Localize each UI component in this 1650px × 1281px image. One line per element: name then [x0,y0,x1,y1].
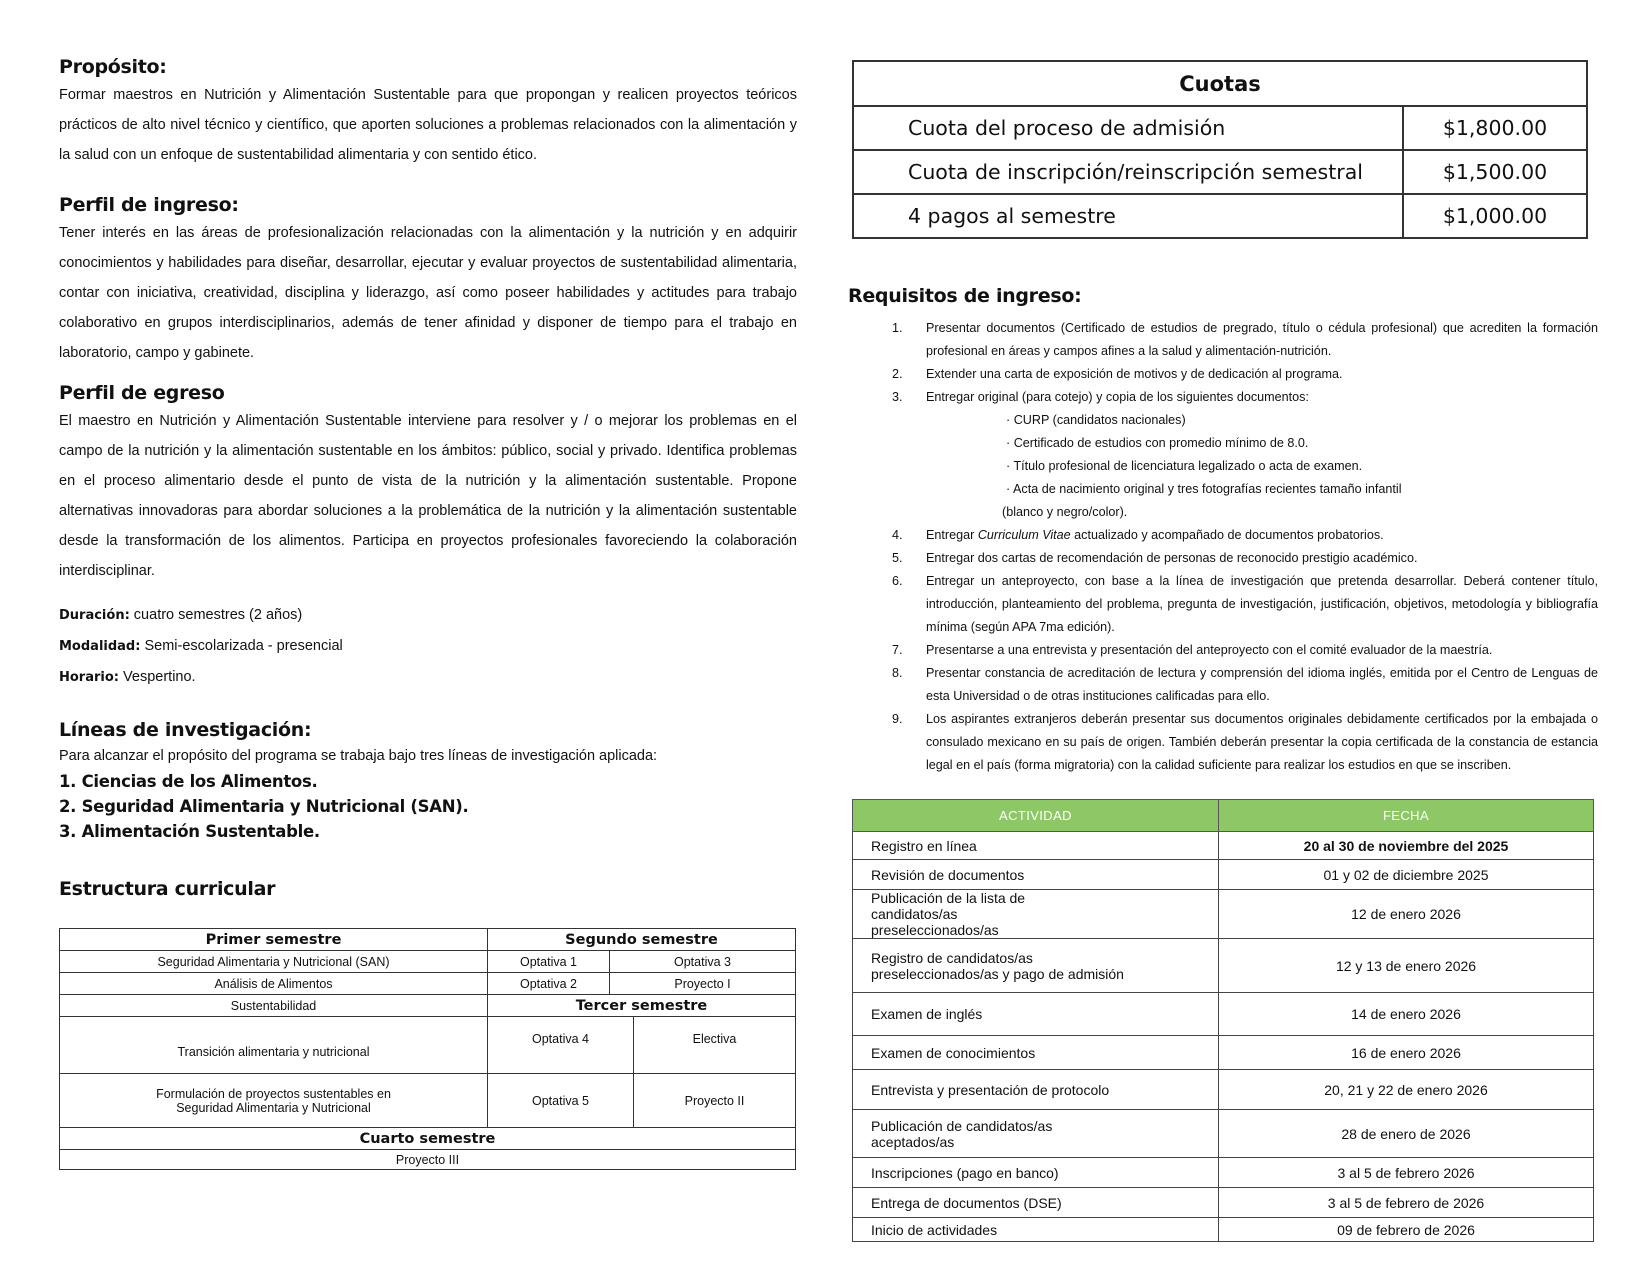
lineas-intro: Para alcanzar el propósito del programa se trabaja bajo tres líneas de investigación aplicada: [59,748,658,764]
calendar-row: Revisión de documentos 01 y 02 de diciembre 2025 [853,860,1594,890]
cuota-row [853,194,1587,238]
course-cell: Electiva [634,1017,796,1074]
perfil-egreso-text: El maestro en Nutrición y Alimentación Sustentable interviene para resolver y / o mejorar los problemas en el campo de la nutrición y la alimentación sustentable en los ámbitos: público, social y privado. Identifica problemas en el proceso alimentario desde el punto de vista de la nutrición y la alimentación sustentable. Propone alternativas innovadoras para abordar soluciones a la problemática de la nutrición y la alimentación sustentable desde la transformación de los alimentos. Participa en proyectos profesionales favoreciendo la colaboración interdisciplinar. [59,413,797,579]
requisito-subitem: (blanco y negro/color). [1002,505,1128,519]
course-cell: Optativa 1 [488,951,610,973]
calendar-row: Publicación de candidatos/as aceptados/as 28 de enero de 2026 [853,1110,1594,1158]
primer-semestre-header: Primer semestre [60,929,488,951]
cuota-amount: $1,800.00 [1403,106,1587,150]
requisito-item: 2. Extender una carta de exposición de motivos y de dedicación al programa. [892,367,1343,381]
requisitos-list [852,317,1598,777]
course-cell: Proyecto III [60,1150,796,1170]
requisito-item: 6. Entregar un anteproyecto, con base a la línea de investigación que pretenda desarrollar. Deberá contener título, introducción, planteamiento del problema, pregunta de investigación, justificación, objetivos, metodología y bibliografía mínima (según APA 7ma edición). [892,574,1598,634]
linea-item: 2. Seguridad Alimentaria y Nutricional (SAN). [59,797,469,816]
cuarto-semestre-header: Cuarto semestre [60,1128,796,1150]
horario-label: Horario: [59,670,119,685]
modalidad-value: Semi-escolarizada - presencial [140,638,343,654]
course-cell: Transición alimentaria y nutricional [60,1017,488,1074]
course-cell: Optativa 4 [488,1017,634,1074]
requisito-item: 3. Entregar original (para cotejo) y copia de los siguientes documentos: [892,390,1309,404]
tercer-semestre-header: Tercer semestre [488,995,796,1017]
program-details [59,600,797,693]
calendar-table [852,799,1594,1242]
calendar-row: Inicio de actividades 09 de febrero de 2026 [853,1218,1594,1242]
calendar-row: Publicación de la lista de candidatos/as preseleccionados/as 12 de enero 2026 [853,890,1594,939]
cuotas-title: Cuotas [853,61,1587,106]
requisito-item: 1. Presentar documentos (Certificado de estudios de pregrado, título o cédula profesional) que acrediten la formación profesional en áreas y campos afines a la salud y alimentación-nutrición. [892,321,1598,358]
calendar-row: Entrevista y presentación de protocolo 20, 21 y 22 de enero 2026 [853,1070,1594,1110]
cuota-amount: $1,000.00 [1403,194,1587,238]
duracion-label: Duración: [59,608,130,623]
course-cell: Análisis de Alimentos [60,973,488,995]
segundo-semestre-header: Segundo semestre [488,929,796,951]
col-header-fecha: FECHA [1219,800,1594,832]
requisito-subitem: · Título profesional de licenciatura legalizado o acta de examen. [1006,459,1363,473]
proposito-section [59,56,797,170]
perfil-ingreso-heading: Perfil de ingreso: [59,194,239,216]
cuota-row [853,150,1587,194]
modalidad-row [59,631,797,662]
requisito-item: 4. Entregar Curriculum Vitae actualizado y acompañado de documentos probatorios. [892,528,1384,542]
linea-item: 1. Ciencias de los Alimentos. [59,772,318,791]
requisito-item: 7. Presentarse a una entrevista y presentación del anteproyecto con el comité evaluador de la maestría. [892,643,1493,657]
proposito-text: Formar maestros en Nutrición y Alimentación Sustentable para que propongan y realicen proyectos teóricos prácticos de alto nivel técnico y científico, que aporten soluciones a problemas relacionados con la alimentación y la salud con un enfoque de sustentabilidad alimentaria y con sentido ético. [59,87,797,163]
cuotas-table [852,60,1588,239]
course-cell: Proyecto II [634,1074,796,1128]
requisito-subitem: · Certificado de estudios con promedio mínimo de 8.0. [1006,436,1309,450]
course-cell: Seguridad Alimentaria y Nutricional (SAN) [60,951,488,973]
proposito-heading: Propósito: [59,56,167,78]
perfil-egreso-heading: Perfil de egreso [59,382,225,404]
calendar-row: Registro en línea 20 al 30 de noviembre del 2025 [853,832,1594,860]
requisito-subitem: · Acta de nacimiento original y tres fotografías recientes tamaño infantil [1006,482,1402,496]
curriculum-table [59,928,796,1170]
requisito-item: 8. Presentar constancia de acreditación de lectura y comprensión del idioma inglés, emitida por el Centro de Lenguas de esta Universidad o de otras instituciones calificadas para ello. [892,666,1598,703]
course-cell: Optativa 2 [488,973,610,995]
cuota-label: 4 pagos al semestre [853,194,1403,238]
calendar-row: Inscripciones (pago en banco) 3 al 5 de febrero 2026 [853,1158,1594,1188]
requisito-item: 9. Los aspirantes extranjeros deberán presentar sus documentos originales debidamente certificados por la embajada o consulado mexicano en su país de origen. También deberán presentar la copia certificada de la constancia de estancia legal en el país (forma migratoria) con la calidad suficiente para realizar los estudios en que se inscriben. [892,712,1598,772]
horario-value: Vespertino. [119,669,196,685]
cuota-label: Cuota del proceso de admisión [853,106,1403,150]
estructura-section [59,878,797,1170]
lineas-heading: Líneas de investigación: [59,719,312,741]
calendar-row: Examen de inglés 14 de enero 2026 [853,993,1594,1036]
right-column [848,60,1598,1242]
calendar-row: Entrega de documentos (DSE) 3 al 5 de febrero de 2026 [853,1188,1594,1218]
course-cell: Optativa 5 [488,1074,634,1128]
estructura-heading: Estructura curricular [59,878,276,900]
course-cell: Formulación de proyectos sustentables en Seguridad Alimentaria y Nutricional [60,1074,488,1128]
modalidad-label: Modalidad: [59,639,141,654]
course-cell: Proyecto I [610,973,796,995]
course-cell: Sustentabilidad [60,995,488,1017]
duracion-row [59,600,797,631]
left-column [59,56,797,1170]
requisitos-heading: Requisitos de ingreso: [848,285,1082,307]
requisito-subitem: · CURP (candidatos nacionales) [1006,413,1186,427]
cuota-row [853,106,1587,150]
col-header-actividad: ACTIVIDAD [853,800,1219,832]
linea-item: 3. Alimentación Sustentable. [59,822,320,841]
calendar-row: Registro de candidatos/as preseleccionados/as y pago de admisión 12 y 13 de enero 2026 [853,939,1594,993]
horario-row [59,662,797,693]
requisito-item: 5. Entregar dos cartas de recomendación de personas de reconocido prestigio académico. [892,551,1418,565]
calendar-row: Examen de conocimientos 16 de enero 2026 [853,1036,1594,1070]
course-cell: Optativa 3 [610,951,796,973]
perfil-egreso-section [59,382,797,586]
duracion-value: cuatro semestres (2 años) [129,607,303,623]
cuota-label: Cuota de inscripción/reinscripción semestral [853,150,1403,194]
cuota-amount: $1,500.00 [1403,150,1587,194]
perfil-ingreso-text: Tener interés en las áreas de profesionalización relacionadas con la alimentación y la nutrición y en adquirir conocimientos y habilidades para diseñar, desarrollar, ejecutar y evaluar proyectos de sustentabilidad alimentaria, contar con iniciativa, creatividad, disciplina y liderazgo, así como poseer habilidades y actitudes para trabajo colaborativo en grupos interdisciplinarios, además de tener afinidad y disponer de tiempo para el trabajo en laboratorio, campo y gabinete. [59,225,797,361]
perfil-ingreso-section [59,194,797,368]
lineas-section [59,719,797,844]
